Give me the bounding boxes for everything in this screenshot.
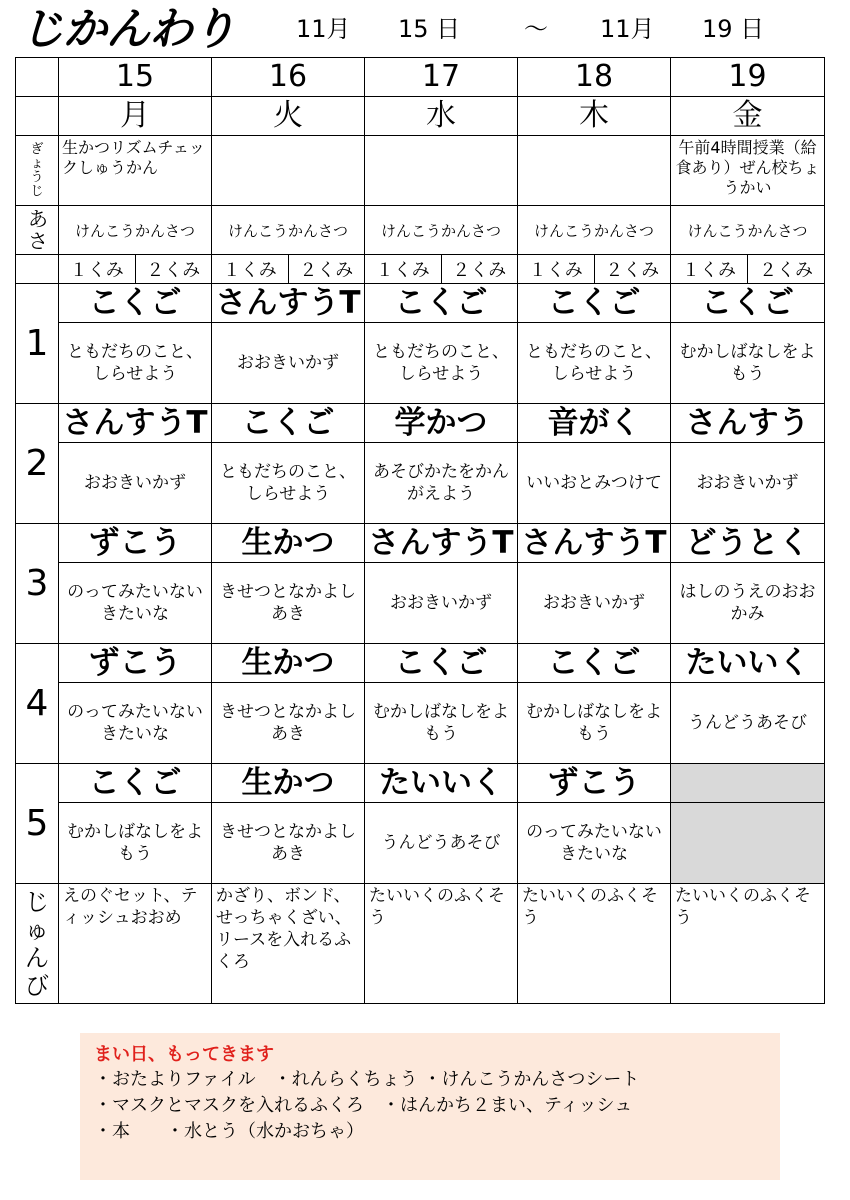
preparation-cell: かざり、ボンド、せっちゃくざい、リースを入れるふくろ [212, 884, 365, 1004]
class-cell [59, 255, 212, 284]
event-cell: 生かつリズムチェックしゅうかん [59, 136, 212, 206]
class-2-label: ２くみ [747, 255, 824, 283]
weekday: 木 [518, 97, 671, 136]
end-month: 11月 [600, 15, 655, 43]
class-cell [671, 255, 825, 284]
morning-row [16, 206, 825, 255]
period-4-desc-row [16, 683, 825, 764]
lesson-desc: むかしばなしをよもう [365, 683, 518, 764]
lesson-desc: うんどうあそび [365, 803, 518, 884]
subject-cell: さんすうT [365, 524, 518, 563]
weekday: 火 [212, 97, 365, 136]
event-cell [365, 136, 518, 206]
lesson-desc: きせつとなかよし あき [212, 563, 365, 644]
note-line: ・おたよりファイル ・れんらくちょう ・けんこうかんさつシート [94, 1069, 640, 1090]
empty-desc-cell [671, 803, 825, 884]
lesson-desc: ともだちのこと、しらせよう [212, 443, 365, 524]
day-number: 19 [671, 58, 825, 97]
day-number: 15 [59, 58, 212, 97]
weekday: 月 [59, 97, 212, 136]
subject-cell: ずこう [59, 524, 212, 563]
subject-cell: 生かつ [212, 644, 365, 683]
daily-items-note [80, 1033, 780, 1180]
subject-cell: どうとく [671, 524, 825, 563]
lesson-desc: ともだちのこと、しらせよう [518, 323, 671, 404]
timetable [15, 57, 825, 1004]
class-1-label: １くみ [222, 260, 277, 281]
corner-cell [16, 255, 59, 284]
class-1-label: １くみ [682, 260, 736, 281]
start-month: 11月 [296, 15, 351, 43]
subject-cell: こくご [212, 404, 365, 443]
event-cell [518, 136, 671, 206]
class-cell [212, 255, 365, 284]
page-title: じかんわり [20, 4, 235, 55]
lesson-desc: むかしばなしをよもう [518, 683, 671, 764]
day-number: 16 [212, 58, 365, 97]
period-1-desc-row [16, 323, 825, 404]
note-title: まい日、もってきます [94, 1044, 274, 1065]
subject-cell: こくご [365, 644, 518, 683]
lesson-desc: おおきいかず [212, 323, 365, 404]
day-number: 18 [518, 58, 671, 97]
subject-cell: こくご [59, 764, 212, 803]
corner-cell [16, 97, 59, 136]
class-2-label: ２くみ [288, 255, 365, 283]
preparation-row [16, 884, 825, 1004]
subject-cell: 生かつ [212, 764, 365, 803]
subject-cell: たいいく [671, 644, 825, 683]
subject-cell: こくご [365, 284, 518, 323]
period-5-subject-row [16, 764, 825, 803]
preparation-cell: たいいくのふくそう [365, 884, 518, 1004]
preparation-cell: えのぐセット、ティッシュおおめ [59, 884, 212, 1004]
header [0, 0, 850, 58]
morning-cell: けんこうかんさつ [212, 206, 365, 255]
class-2-label: ２くみ [441, 255, 518, 283]
start-day: 15 日 [398, 15, 461, 43]
subject-cell: たいいく [365, 764, 518, 803]
lesson-desc: のってみたいないきたいな [59, 563, 212, 644]
corner-cell [16, 58, 59, 97]
period-number: 5 [16, 764, 59, 884]
subject-cell: さんすうT [212, 284, 365, 323]
class-1-label: １くみ [69, 260, 124, 281]
period-4-subject-row [16, 644, 825, 683]
class-row [16, 255, 825, 284]
weekday: 水 [365, 97, 518, 136]
empty-subject-cell [671, 764, 825, 803]
lesson-desc: きせつとなかよし あき [212, 803, 365, 884]
lesson-desc: ともだちのこと、しらせよう [59, 323, 212, 404]
lesson-desc: のってみたいないきたいな [59, 683, 212, 764]
period-number: 1 [16, 284, 59, 404]
preparation-cell: たいいくのふくそう [671, 884, 825, 1004]
subject-cell: こくご [671, 284, 825, 323]
end-day: 19 日 [702, 15, 765, 43]
lesson-desc: はしのうえのおおかみ [671, 563, 825, 644]
subject-cell: さんすうT [518, 524, 671, 563]
junbi-label: じゅんび [16, 884, 59, 1004]
morning-cell: けんこうかんさつ [671, 206, 825, 255]
lesson-desc: おおきいかず [365, 563, 518, 644]
subject-cell: さんすう [671, 404, 825, 443]
subject-cell: こくご [518, 284, 671, 323]
subject-cell: こくご [518, 644, 671, 683]
class-cell [518, 255, 671, 284]
lesson-desc: ともだちのこと、しらせよう [365, 323, 518, 404]
lesson-desc: おおきいかず [59, 443, 212, 524]
lesson-desc: のってみたいないきたいな [518, 803, 671, 884]
note-line: ・マスクとマスクを入れるふくろ ・はんかち２まい、ティッシュ [94, 1095, 633, 1116]
period-5-desc-row [16, 803, 825, 884]
subject-cell: 音がく [518, 404, 671, 443]
lesson-desc: おおきいかず [518, 563, 671, 644]
period-3-desc-row [16, 563, 825, 644]
subject-cell: ずこう [59, 644, 212, 683]
morning-cell: けんこうかんさつ [59, 206, 212, 255]
period-1-subject-row [16, 284, 825, 323]
lesson-desc: あそびかたをかんがえよう [365, 443, 518, 524]
class-1-label: １くみ [375, 260, 430, 281]
note-line: ・本 ・水とう（水かおちゃ） [94, 1121, 364, 1142]
lesson-desc: うんどうあそび [671, 683, 825, 764]
lesson-desc: おおきいかず [671, 443, 825, 524]
morning-cell: けんこうかんさつ [365, 206, 518, 255]
preparation-cell: たいいくのふくそう [518, 884, 671, 1004]
period-number: 3 [16, 524, 59, 644]
event-cell [212, 136, 365, 206]
class-2-label: ２くみ [135, 255, 212, 283]
period-3-subject-row [16, 524, 825, 563]
subject-cell: 生かつ [212, 524, 365, 563]
day-number: 17 [365, 58, 518, 97]
day-number-row [16, 58, 825, 97]
event-cell: 午前4時間授業（給食あり）ぜん校ちょうかい [671, 136, 825, 206]
class-2-label: ２くみ [594, 255, 671, 283]
subject-cell: ずこう [518, 764, 671, 803]
date-range-tilde: ～ [524, 15, 548, 43]
asa-label: あさ [16, 206, 59, 255]
event-row [16, 136, 825, 206]
morning-cell: けんこうかんさつ [518, 206, 671, 255]
lesson-desc: きせつとなかよし あき [212, 683, 365, 764]
class-cell [365, 255, 518, 284]
weekday: 金 [671, 97, 825, 136]
period-2-subject-row [16, 404, 825, 443]
subject-cell: さんすうT [59, 404, 212, 443]
subject-cell: 学かつ [365, 404, 518, 443]
period-number: 4 [16, 644, 59, 764]
weekday-row [16, 97, 825, 136]
gyouji-label: ぎょうじ [16, 136, 59, 206]
lesson-desc: いいおとみつけて [518, 443, 671, 524]
class-1-label: １くみ [528, 260, 583, 281]
period-number: 2 [16, 404, 59, 524]
lesson-desc: むかしばなしをよもう [671, 323, 825, 404]
lesson-desc: むかしばなしをよもう [59, 803, 212, 884]
subject-cell: こくご [59, 284, 212, 323]
period-2-desc-row [16, 443, 825, 524]
